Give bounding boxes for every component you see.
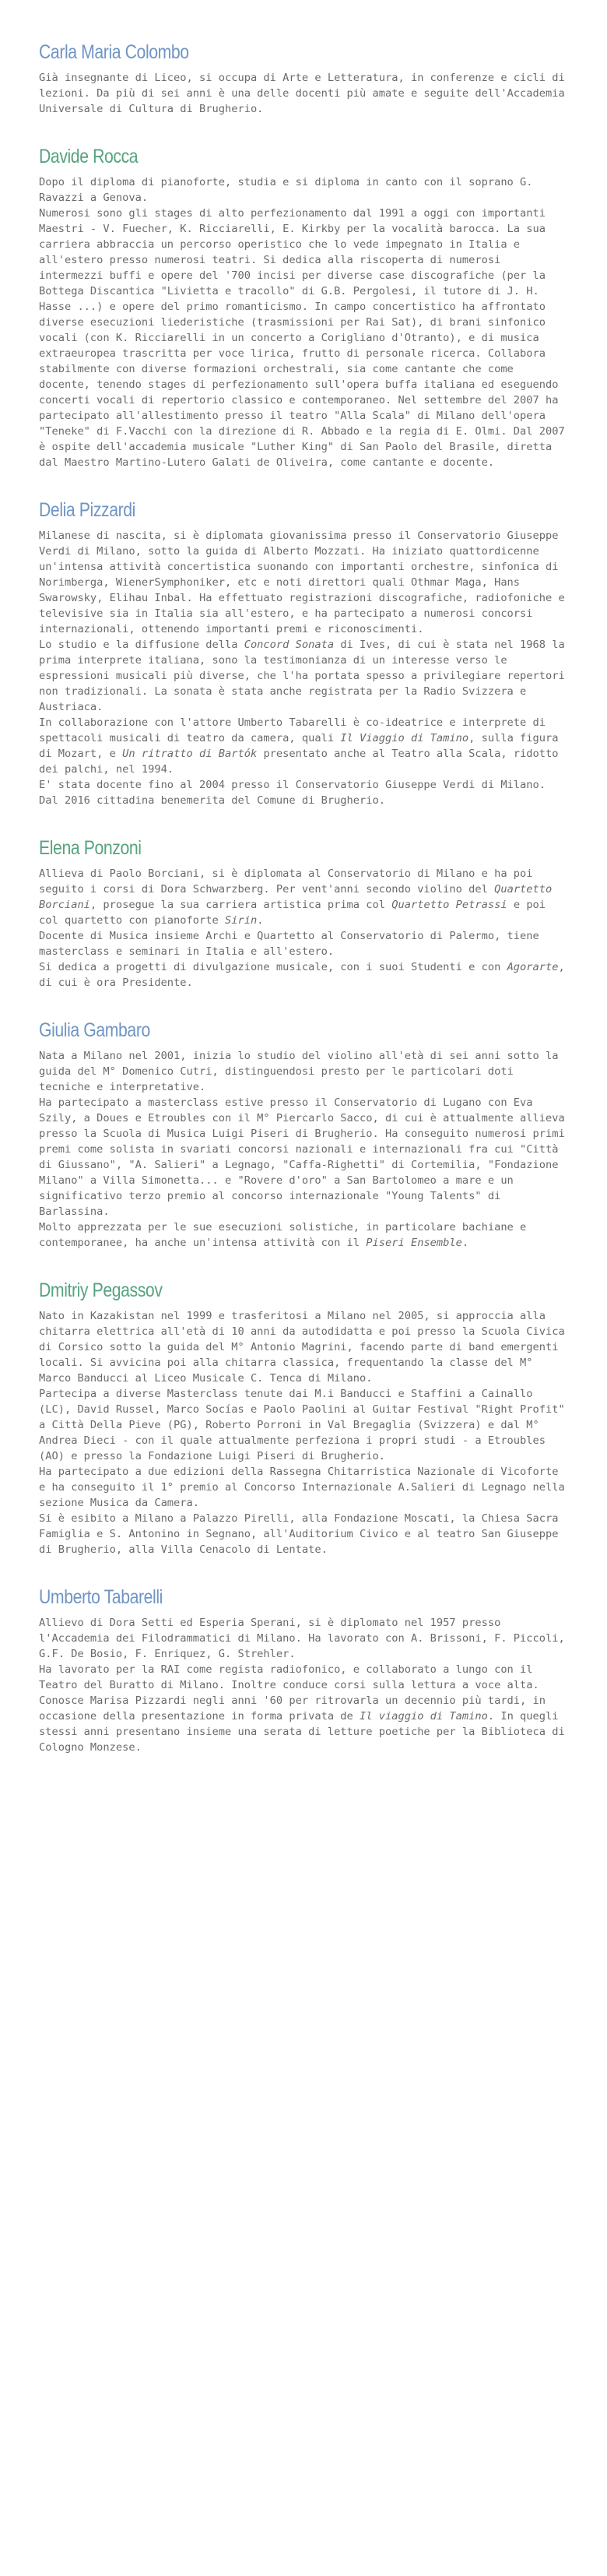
bio-delia-pizzardi (0, 497, 607, 808)
bio-text (39, 70, 568, 117)
organization-name: Agorarte (507, 961, 559, 973)
bio-text (39, 528, 568, 808)
bio-text (39, 866, 568, 991)
bio-paragraph: Si dedica a progetti di divulgazione musicale, con i suoi Studenti e con Agorarte, di cui è ora Presidente. (39, 961, 565, 989)
bio-paragraph: Si è esibito a Milano a Palazzo Pirelli, alla Fondazione Moscati, la Chiesa Sacra Famiglia e S. Antonino in Segnano, all'Auditorium Civico e al teatro San Giuseppe di Brugherio, alla Villa Cenacolo di Lentate. (39, 1512, 559, 1556)
bio-text (39, 1615, 568, 1755)
bio-giulia-gambaro (0, 1017, 607, 1251)
bio-text (39, 1048, 568, 1251)
bio-name: Elena Ponzoni (39, 837, 142, 859)
bio-umberto-tabarelli (0, 1584, 607, 1755)
bio-paragraph: Ha partecipato a due edizioni della Rassegna Chitarristica Nazionale di Vicoforte e ha conseguito il 1° premio al Concorso Internazionale A.Salieri di Legnago nella sezione Musica da Camera. (39, 1466, 565, 1509)
bio-paragraph: Ha partecipato a masterclass estive presso il Conservatorio di Lugano con Eva Szily, a Doues e Etroubles con il M° Piercarlo Sacco, di cui è attualmente allieva presso la Scuola di Musica Luigi Piseri di Brugherio. Ha conseguito numerosi primi premi come solista in svariati concorsi nazionali e internazionali fra cui "Città di Giussano", "A. Salieri" a Legnago, "Caffa-Righetti" di Cortemilia, "Fondazione Milano" a Villa Simonetta... e "Rovere d'oro" a San Bartolomeo a mare e un significativo terzo premio al concorso internazionale "Young Talents" di Barlassina. (39, 1096, 565, 1218)
bio-paragraph: Dal 2016 cittadina benemerita del Comune di Brugherio. (39, 794, 385, 807)
bio-elena-ponzoni (0, 835, 607, 991)
ensemble-name: Sirin (224, 914, 258, 927)
bio-name: Dmitriy Pegassov (39, 1279, 163, 1301)
bio-paragraph: Allievo di Dora Setti ed Esperia Sperani, si è diplomato nel 1957 presso l'Accademia dei Filodrammatici di Milano. Ha lavorato con A. Brissoni, F. Piccoli, G.F. De Bosio, F. Enriquez, G. Strehler. (39, 1617, 565, 1660)
work-title: Il viaggio di Tamino (360, 1710, 488, 1723)
bio-paragraph: Nata a Milano nel 2001, inizia lo studio del violino all'età di sei anni sotto la guida del M° Domenico Cutri, distinguendosi presto per le particolari doti tecniche e interpretative. (39, 1050, 559, 1093)
bio-carla-maria-colombo (0, 39, 607, 117)
bio-text (39, 1308, 568, 1557)
work-title: Un ritratto di Bartók (122, 748, 258, 760)
bio-name: Delia Pizzardi (39, 499, 135, 521)
ensemble-name: Piseri Ensemble (366, 1237, 462, 1249)
bio-paragraph: In collaborazione con l'attore Umberto Tabarelli è co-ideatrice e interprete di spettacoli musicali di teatro da camera, quali Il Viaggio di Tamino, sulla figura di Mozart, e Un ritratto di Bartók presentato anche al Teatro alla Scala, ridotto dei palchi, nel 1994. (39, 716, 559, 776)
bio-name: Giulia Gambaro (39, 1019, 150, 1041)
work-title: Il Viaggio di Tamino (340, 732, 469, 744)
bio-paragraph: Conosce Marisa Pizzardi negli anni '60 per ritrovarla un decennio più tardi, in occasione della presentazione in forma privata de Il viaggio di Tamino. In quegli stessi anni presentano insieme una serata di letture poetiche per la Biblioteca di Cologno Monzese. (39, 1694, 565, 1754)
bio-text (39, 174, 568, 470)
bio-davide-rocca (0, 143, 607, 470)
bio-paragraph: Dopo il diploma di pianoforte, studia e si diploma in canto con il soprano G. Ravazzi a Genova. (39, 176, 533, 204)
work-title: Concord Sonata (244, 639, 335, 651)
bio-name: Carla Maria Colombo (39, 41, 189, 63)
bio-paragraph: Docente di Musica insieme Archi e Quartetto al Conservatorio di Palermo, tiene masterclass e seminari in Italia e all'estero. (39, 930, 539, 958)
bio-name: Umberto Tabarelli (39, 1586, 163, 1608)
bio-paragraph: Numerosi sono gli stages di alto perfezionamento dal 1991 a oggi con importanti Maestri - V. Fuecher, K. Ricciarelli, E. Kirkby per la vocalità barocca. La sua carriera abbraccia un percorso operistico che lo vede impegnato in Italia e all'estero presso numerosi teatri. Si dedica alla riscoperta di numerosi intermezzi buffi e opere del '700 incisi per diverse case discografiche (per la Bottega Discantica "Livietta e tracollo" di G.B. Pergolesi, il tutore di J. H. Hasse ...) e opere del primo romanticismo. In campo concertistico ha affrontato diverse esecuzioni liederistiche (trasmissioni per Rai Sat), di brani sinfonico vocali (con K. Ricciarelli in un concerto a Corigliano d'Otranto), e di musica extraeuropea trascritta per voce lirica, frutto di personale ricerca. Collabora stabilmente con diverse formazioni orchestrali, sia come cantante che come docente, tenendo stages di perfezionamento sull'opera buffa italiana ed eseguendo concerti vocali di repertorio classico e contemporaneo. Nel settembre del 2007 ha partecipato all'allestimento presso il teatro "Alla Scala" di Milano dell'opera "Teneke" di F.Vacchi con la direzione di R. Abbado e la regia di E. Olmi. Dal 2007 è ospite dell'accademia musicale "Luther King" di San Paolo del Brasile, diretta dal Maestro Martino-Lutero Galati de Oliveira, come cantante e docente. (39, 207, 565, 469)
ensemble-name: Quartetto Borciani (39, 883, 553, 911)
bio-dmitriy-pegassov (0, 1277, 607, 1557)
bio-paragraph: Partecipa a diverse Masterclass tenute dai M.i Banducci e Staffini a Cainallo (LC), David Russel, Marco Socías e Paolo Paolini al Guitar Festival "Right Profit" a Città Della Pieve (PG), Roberto Porroni in Val Bregaglia (Svizzera) e dal M° Andrea Dieci - con il quale attualmente perfeziona i propri studi - a Etroubles (AO) e presso la Fondazione Luigi Piseri di Brugherio. (39, 1388, 565, 1462)
bio-paragraph: Nato in Kazakistan nel 1999 e trasferitosi a Milano nel 2005, si approccia alla chitarra elettrica all'età di 10 anni da autodidatta e poi presso la Scuola Civica di Corsico sotto la guida del M° Antonio Magrini, facendo parte di band emergenti locali. Si avvicina poi alla chitarra classica, frequentando la classe del M° Marco Banducci al Liceo Musicale C. Tenca di Milano. (39, 1310, 565, 1385)
ensemble-name: Quartetto Petrassi (391, 899, 507, 911)
bio-paragraph: Milanese di nascita, si è diplomata giovanissima presso il Conservatorio Giuseppe Verdi di Milano, sotto la guida di Alberto Mozzati. Ha iniziato quattordicenne un'intensa attività concertistica suonando con importanti orchestre, sinfonica di Norimberga, WienerSymphoniker, etc e noti direttori quali Othmar Maga, Hans Swarowsky, Elihau Inbal. Ha effettuato registrazioni discografiche, radiofoniche e televisive sia in Italia sia all'estero, e ha partecipato a numerosi concorsi internazionali, ottenendo importanti premi e riconoscimenti. (39, 530, 565, 635)
bio-paragraph: Lo studio e la diffusione della Concord Sonata di Ives, di cui è stata nel 1968 la prima interprete italiana, sono la testimonianza di un interesse verso le espressioni musicali più diverse, che l'ha portata spesso a privilegiare repertori non tradizionali. La sonata è stata anche registrata per la Radio Svizzera e Austriaca. (39, 639, 565, 713)
bio-name: Davide Rocca (39, 146, 139, 167)
bio-paragraph: Ha lavorato per la RAI come regista radiofonico, e collaborato a lungo con il Teatro del Buratto di Milano. Inoltre conduce corsi sulla lettura a voce alta. (39, 1663, 539, 1691)
bio-paragraph: Molto apprezzata per le sue esecuzioni solistiche, in particolare bachiane e contemporanee, ha anche un'intensa attività con il Piseri Ensemble. (39, 1221, 527, 1249)
bio-paragraph: Allieva di Paolo Borciani, si è diplomata al Conservatorio di Milano e ha poi seguito i corsi di Dora Schwarzberg. Per vent'anni secondo violino del Quartetto Borciani, prosegue la sua carriera artistica prima col Quartetto Petrassi e poi col quartetto con pianoforte Sirin. (39, 867, 553, 927)
bio-paragraph: E' stata docente fino al 2004 presso il Conservatorio Giuseppe Verdi di Milano. (39, 779, 546, 791)
bio-paragraph: Già insegnante di Liceo, si occupa di Arte e Letteratura, in conferenze e cicli di lezioni. Da più di sei anni è una delle docenti più amate e seguite dell'Accademia Universale di Cultura di Brugherio. (39, 72, 565, 115)
